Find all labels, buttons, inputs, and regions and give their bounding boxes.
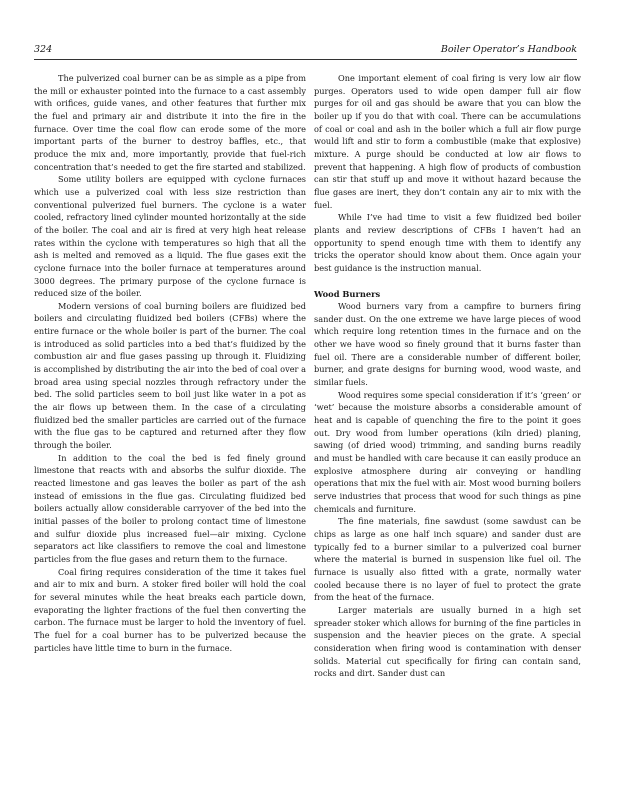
section-heading: Wood Burners	[314, 288, 381, 299]
paragraph: In addition to the coal the bed is fed finely ground limestone that reacts with and absorbs the sulfur dioxide. The reacted limestone and gas leaves the boiler as part of the ash instead of emissions in the flue gas. Circulating fluidized bed boilers actually allow considerable carryover of the bed into the initial passes of the boiler to prolong contact time of limestone and sulfur dioxide plus increased fuel—air mixing. Cyclone separators act like classifiers to remove the coal and limestone particles from the flue gases and return them to the furnace.	[34, 452, 306, 564]
paragraph: The pulverized coal burner can be as simple as a pipe from the mill or exhauster pointed into the furnace to a cast assembly with orifices, guide vanes, and other features that further mix the fuel and primary air and distribute it into the fire in the furnace. Over time the coal flow can erode some of the more important parts of the burner to destroy baffles, etc., that produce the mix and, more importantly, provide that fuel-rich concentration that’s needed to get the fire started and stabilized.	[34, 73, 306, 172]
paragraph: Some utility boilers are equipped with cyclone furnaces which use a pulverized coal with less size restriction than conventional pulverized fuel burners. The cyclone is a water cooled, refractory lined cylinder mounted horizontally at the side of the boiler. The coal and air is fired at very high heat release rates within the cyclone with temperatures so high that all the ash is melted and removed as a liquid. The flue gases exit the cyclone furnace into the boiler furnace at temperatures around 3000 degrees. The primary purpose of the cyclone furnace is reduced size of the boiler.	[34, 174, 306, 299]
paragraph: Larger materials are usually burned in a high set spreader stoker which allows for burning of the fine particles in suspension and the heavier pieces on the grate. A special consideration when firing wood is contamination with denser solids. Material cut specifically for firing can contain sand, rocks and dirt. Sander dust can	[314, 604, 581, 679]
paragraph: One important element of coal firing is very low air flow purges. Operators used to wide open damper full air flow purges for oil and gas should be aware that you can blow the boiler up if you do that with coal. There can be accumulations of coal or coal and ash in the boiler which a full air flow purge would lift and stir to form a combustible (make that explosive) mixture. A purge should be conducted at low air flows to prevent that happening. A high flow of products of combustion can stir that stuff up and move it without hazard because the flue gases are inert, they don’t contain any air to mix with the fuel.	[314, 73, 581, 210]
paragraph: Coal firing requires consideration of the time it takes fuel and air to mix and burn. A stoker fired boiler will hold the coal for several minutes while the heat breaks each particle down, evaporating the lighter fractions of the fuel then converting the carbon. The furnace must be larger to hold the inventory of fuel. The fuel for a coal burner has to be pulverized because the particles have little time to burn in the furnace.	[34, 566, 306, 653]
paragraph: Wood burners vary from a campfire to burners firing sander dust. On the one extreme we have large pieces of wood which require long retention times in the furnace and on the other we have wood so finely ground that it burns faster than fuel oil. There are a considerable number of different boiler, burner, and grate designs for burning wood, wood waste, and similar fuels.	[314, 301, 581, 388]
paragraph: The fine materials, fine sawdust (some sawdust can be chips as large as one half inch square) and sander dust are typically fed to a burner similar to a pulverized coal burner where the material is burned in suspension like fuel oil. The furnace is usually also fitted with a grate, normally water cooled because there is no layer of fuel to protect the grate from the heat of the furnace.	[314, 516, 581, 603]
book-title: Boiler Operator’s Handbook	[440, 44, 577, 55]
page-number: 324	[34, 44, 53, 55]
left-column	[34, 72, 306, 654]
paragraph: While I’ve had time to visit a few fluidized bed boiler plants and review descriptions of CFBs I haven’t had an opportunity to spend enough time with them to identify any tricks the operator should know about them. Once again your best guidance is the instruction manual.	[314, 212, 581, 273]
paragraph: Modern versions of coal burning boilers are fluidized bed boilers and circulating fluidized bed boilers (CFBs) where the entire furnace or the whole boiler is part of the burner. The coal is introduced as solid particles into a bed that’s fluidized by the combustion air and flue gases passing up through it. Fluidizing is accomplished by distributing the air into the bed of coal over a broad area using special nozzles through refractory under the bed. The solid particles seem to boil just like water in a pot as the air flows up between them. In the case of a circulating fluidized bed the smaller particles are carried out of the furnace with the flue gas to be captured and returned after they flow through the boiler.	[34, 300, 306, 451]
running-header	[34, 44, 577, 60]
header-rule	[34, 59, 577, 60]
paragraph: Wood requires some special consideration if it’s ‘green’ or ‘wet’ because the moisture absorbs a considerable amount of heat and is capable of quenching the fire to the point it goes out. Dry wood from lumber operations (kiln dried) planing, sawing (of dried wood) trimming, and sanding burns readily and must be handled with care because it can easily produce an explosive atmosphere during air conveying or handling operations that mix the fuel with air. Most wood burning boilers serve industries that process that wood for such things as pine chemicals and furniture.	[314, 389, 581, 514]
right-column	[314, 72, 581, 680]
